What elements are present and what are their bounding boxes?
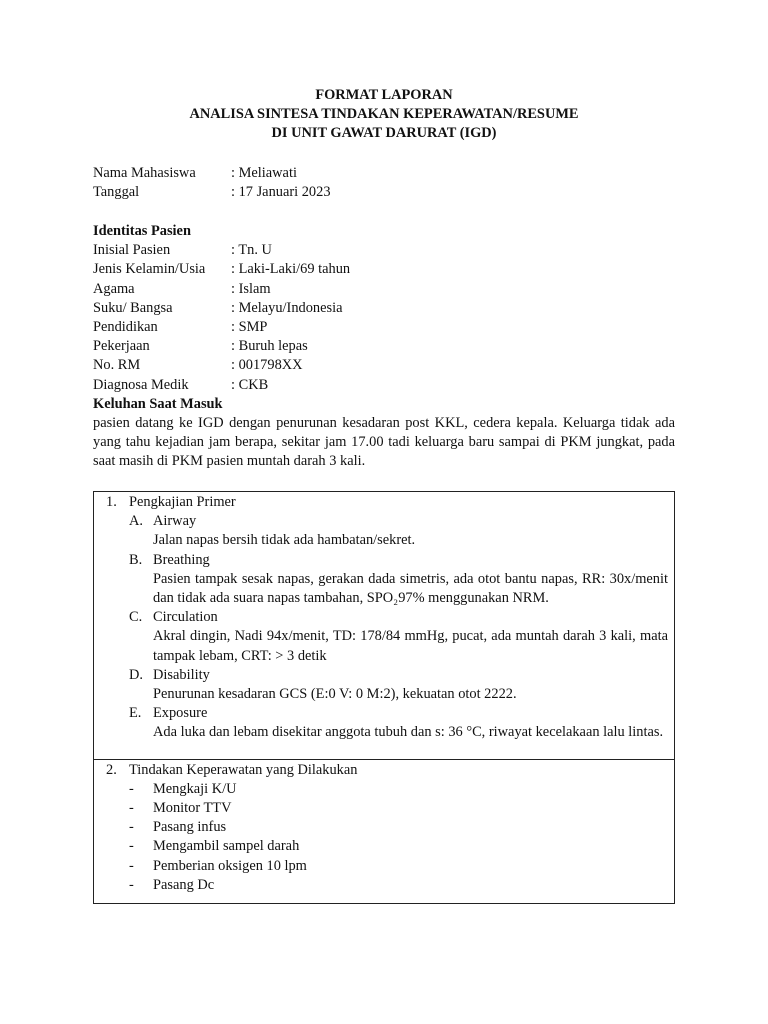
item-letter: C. xyxy=(129,609,143,626)
action-item xyxy=(129,818,668,837)
item-description: Akral dingin, Nadi 94x/menit, TD: 178/84 mmHg, pucat, ada muntah darah 3 kali, mata tampak lebam, CRT: > 3 detik xyxy=(153,628,668,664)
item-letter: E. xyxy=(129,705,142,722)
title-line-3: DI UNIT GAWAT DARURAT (IGD) xyxy=(271,125,497,142)
field-label: Pendidikan xyxy=(93,318,158,335)
field-value: : Islam xyxy=(231,280,271,297)
action-item xyxy=(129,857,668,876)
item-title: Disability xyxy=(153,666,210,683)
patient-heading: Identitas Pasien xyxy=(93,223,191,239)
dash-marker: - xyxy=(129,838,134,855)
complaint-text: pasien datang ke IGD dengan penurunan kesadaran post KKL, cedera kepala. Keluarga tidak ada yang tahu kejadian jam berapa, sekitar jam 17.00 tadi keluarga baru sampai di PKM jungkat, pada saat masih di PKM pasien muntah darah 3 kali. xyxy=(93,414,675,470)
report-title xyxy=(0,86,768,144)
action-label: Mengambil sampel darah xyxy=(153,838,300,855)
assessment-item xyxy=(129,666,668,704)
section-title: Tindakan Keperawatan yang Dilakukan xyxy=(129,761,358,778)
dash-marker: - xyxy=(129,800,134,817)
field-value: : Buruh lepas xyxy=(231,338,308,355)
field-value: : Tn. U xyxy=(231,242,272,259)
dash-marker: - xyxy=(129,819,134,836)
action-item xyxy=(129,837,668,856)
dash-marker: - xyxy=(129,857,134,874)
assessment-item xyxy=(129,608,668,666)
action-label: Pasang Dc xyxy=(153,876,215,893)
section-number: 1. xyxy=(106,494,117,510)
patient-row xyxy=(93,260,675,279)
assessment-item xyxy=(129,704,668,742)
action-item xyxy=(129,799,668,818)
item-title: Airway xyxy=(153,513,197,530)
assessment-table xyxy=(93,491,675,904)
section-title: Pengkajian Primer xyxy=(129,494,236,510)
field-value: : 001798XX xyxy=(231,357,303,374)
field-label: Agama xyxy=(93,280,135,297)
title-line-2: ANALISA SINTESA TINDAKAN KEPERAWATAN/RESUME xyxy=(189,106,579,123)
dash-marker: - xyxy=(129,876,134,893)
field-label: Inisial Pasien xyxy=(93,242,171,259)
patient-row xyxy=(93,280,675,299)
field-label: Tanggal xyxy=(93,184,140,201)
field-label: Suku/ Bangsa xyxy=(93,299,173,316)
student-row xyxy=(93,183,675,202)
field-value: : Melayu/Indonesia xyxy=(231,299,343,316)
section-number: 2. xyxy=(106,761,117,778)
patient-row xyxy=(93,241,675,260)
complaint-heading: Keluhan Saat Masuk xyxy=(93,395,223,412)
field-value: : CKB xyxy=(231,376,269,393)
action-label: Mengkaji K/U xyxy=(153,780,237,797)
patient-identity xyxy=(93,222,675,471)
action-item xyxy=(129,780,668,799)
item-description: Jalan napas bersih tidak ada hambatan/sekret. xyxy=(153,532,416,549)
assessment-item xyxy=(129,512,668,550)
primary-assessment-section xyxy=(94,492,674,759)
dash-marker: - xyxy=(129,780,134,797)
patient-row xyxy=(93,376,675,395)
field-label: No. RM xyxy=(93,357,141,374)
field-value: : SMP xyxy=(231,318,268,335)
assessment-item xyxy=(129,551,668,609)
item-title: Exposure xyxy=(153,705,208,722)
item-title: Circulation xyxy=(153,609,218,626)
field-label: Jenis Kelamin/Usia xyxy=(93,261,206,278)
patient-row xyxy=(93,337,675,356)
field-label: Diagnosa Medik xyxy=(93,376,189,393)
patient-row xyxy=(93,356,675,375)
action-label: Pasang infus xyxy=(153,819,227,836)
field-value: : 17 Januari 2023 xyxy=(231,184,331,201)
action-label: Pemberian oksigen 10 lpm xyxy=(153,857,307,874)
item-description: Pasien tampak sesak napas, gerakan dada simetris, ada otot bantu napas, RR: 30x/menit dan tidak ada suara napas tambahan, SPO₂97% menggunakan NRM. xyxy=(153,570,668,607)
item-title: Breathing xyxy=(153,551,210,568)
field-value: : Laki-Laki/69 tahun xyxy=(231,261,351,278)
patient-row xyxy=(93,299,675,318)
item-letter: B. xyxy=(129,551,143,568)
student-info xyxy=(93,164,675,202)
nursing-actions-section xyxy=(94,759,674,903)
student-row xyxy=(93,164,675,183)
item-description: Ada luka dan lebam disekitar anggota tubuh dan s: 36 °C, riwayat kecelakaan lalu lintas. xyxy=(153,724,664,741)
title-line-1: FORMAT LAPORAN xyxy=(315,87,453,103)
item-letter: A. xyxy=(129,513,143,530)
item-description: Penurunan kesadaran GCS (E:0 V: 0 M:2), kekuatan otot 2222. xyxy=(153,686,517,703)
patient-row xyxy=(93,318,675,337)
field-label: Nama Mahasiswa xyxy=(93,165,196,181)
item-letter: D. xyxy=(129,666,143,683)
field-label: Pekerjaan xyxy=(93,338,150,355)
action-label: Monitor TTV xyxy=(153,800,232,817)
action-item xyxy=(129,876,668,895)
field-value: : Meliawati xyxy=(231,165,297,181)
